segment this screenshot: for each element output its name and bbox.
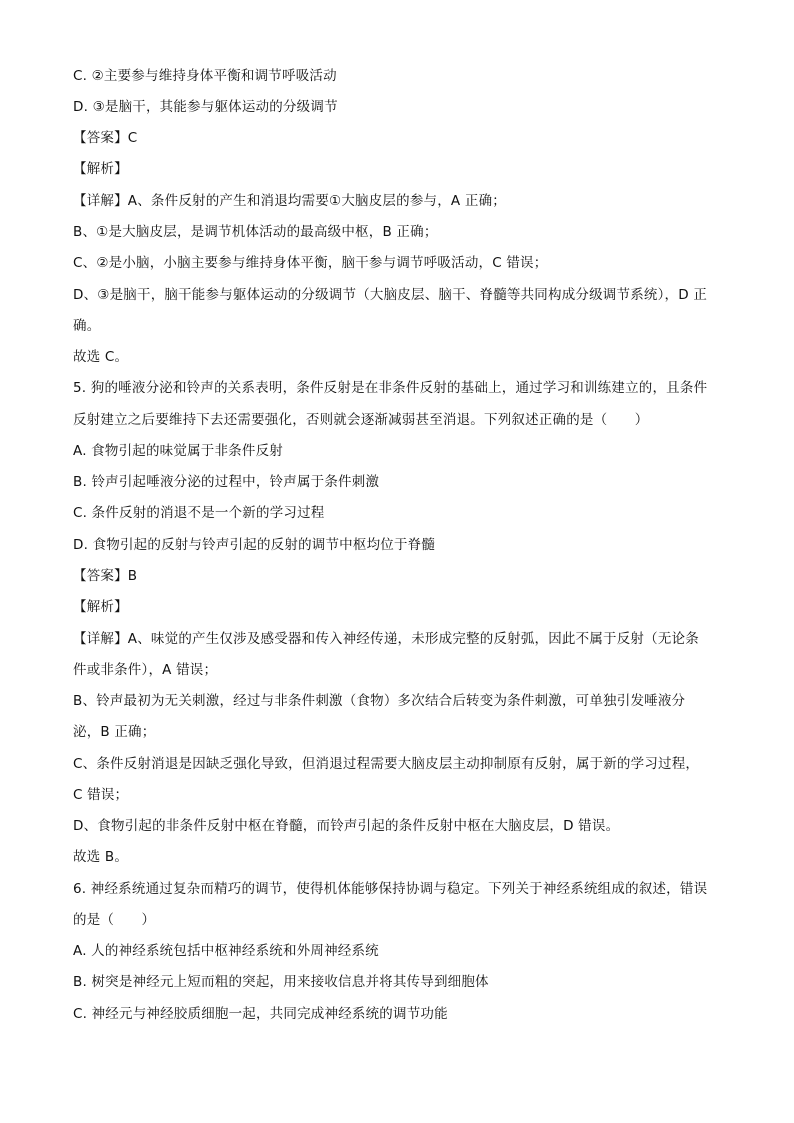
question-6-stem-cont: 的是（ ） bbox=[73, 912, 156, 928]
answer-label-4: 【答案】C bbox=[73, 130, 138, 146]
answer-label-5: 【答案】B bbox=[73, 568, 138, 584]
question-6-option-b: B. 树突是神经元上短而粗的突起，用来接收信息并将其传导到细胞体 bbox=[73, 974, 489, 990]
choose-5: 故选 B。 bbox=[73, 849, 129, 865]
explanation-d-4-cont: 确。 bbox=[73, 318, 101, 334]
explanation-c-5: C、条件反射消退是因缺乏强化导致，但消退过程需要大脑皮层主动抑制原有反射，属于新的学习过程， bbox=[73, 756, 700, 772]
explanation-a-5-cont: 件或非条件），A 错误； bbox=[73, 662, 218, 678]
question-6-option-c: C. 神经元与神经胶质细胞一起，共同完成神经系统的调节功能 bbox=[73, 1006, 448, 1022]
explanation-b-4: B、①是大脑皮层，是调节机体活动的最高级中枢，B 正确； bbox=[73, 224, 438, 240]
option-c-prev: C. ②主要参与维持身体平衡和调节呼吸活动 bbox=[73, 68, 337, 84]
option-d-prev: D. ③是脑干，其能参与躯体运动的分级调节 bbox=[73, 99, 338, 115]
explanation-a-5: 【详解】A、味觉的产生仅涉及感受器和传入神经传递，未形成完整的反射弧，因此不属于反射（无论条 bbox=[73, 631, 699, 647]
question-6-stem: 6. 神经系统通过复杂而精巧的调节，使得机体能够保持协调与稳定。下列关于神经系统组成的叙述，错误 bbox=[73, 881, 708, 897]
explanation-d-5: D、食物引起的非条件反射中枢在脊髓，而铃声引起的条件反射中枢在大脑皮层，D 错误。 bbox=[73, 818, 620, 834]
choose-4: 故选 C。 bbox=[73, 349, 129, 365]
question-5-option-c: C. 条件反射的消退不是一个新的学习过程 bbox=[73, 505, 325, 521]
question-5-option-d: D. 食物引起的反射与铃声引起的反射的调节中枢均位于脊髓 bbox=[73, 537, 436, 553]
explanation-c-5-cont: C 错误； bbox=[73, 787, 129, 803]
explanation-b-5: B、铃声最初为无关刺激，经过与非条件刺激（食物）多次结合后转变为条件刺激，可单独引发唾液分 bbox=[73, 693, 686, 709]
explanation-c-4: C、②是小脑，小脑主要参与维持身体平衡，脑干参与调节呼吸活动，C 错误； bbox=[73, 255, 548, 271]
explanation-a-4: 【详解】A、条件反射的产生和消退均需要①大脑皮层的参与，A 正确； bbox=[73, 193, 506, 209]
analysis-label-4: 【解析】 bbox=[73, 161, 128, 177]
question-5-stem-cont: 反射建立之后要维持下去还需要强化，否则就会逐渐减弱甚至消退。下列叙述正确的是（ ） bbox=[73, 412, 649, 428]
explanation-d-4: D、③是脑干，脑干能参与躯体运动的分级调节（大脑皮层、脑干、脊髓等共同构成分级调节系统），D 正 bbox=[73, 287, 708, 303]
question-5-option-a: A. 食物引起的味觉属于非条件反射 bbox=[73, 443, 283, 459]
question-6-option-a: A. 人的神经系统包括中枢神经系统和外周神经系统 bbox=[73, 943, 379, 959]
question-5-stem: 5. 狗的唾液分泌和铃声的关系表明，条件反射是在非条件反射的基础上，通过学习和训练建立的，且条件 bbox=[73, 380, 708, 396]
question-5-option-b: B. 铃声引起唾液分泌的过程中，铃声属于条件刺激 bbox=[73, 474, 380, 490]
explanation-b-5-cont: 泌，B 正确； bbox=[73, 724, 156, 740]
analysis-label-5: 【解析】 bbox=[73, 599, 128, 615]
